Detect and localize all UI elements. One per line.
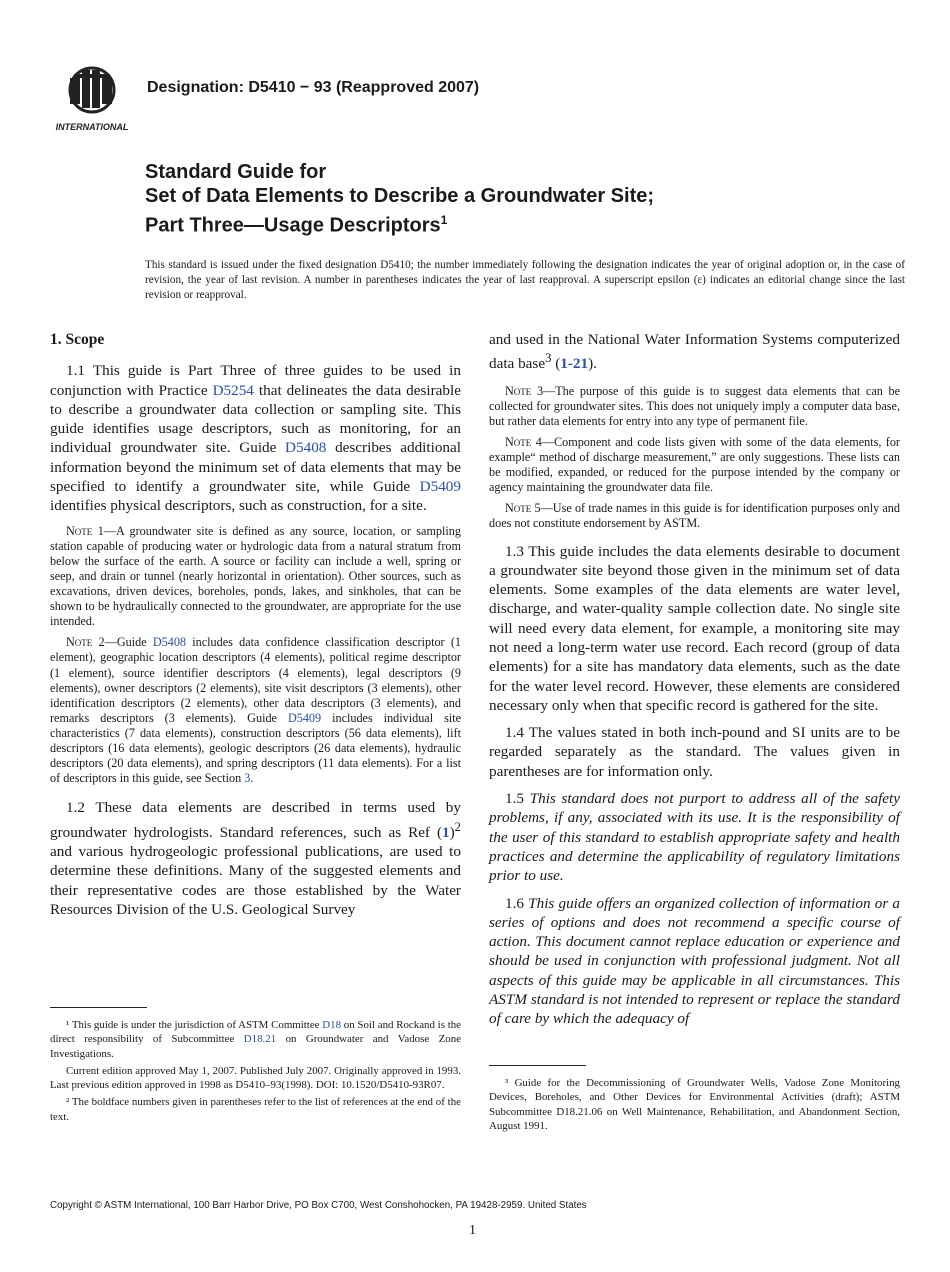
designation: Designation: D5410 − 93 (Reapproved 2007) [147,79,480,96]
note2-link-d5408[interactable]: D5408 [152,635,187,650]
left-column [50,330,461,927]
footnote-3: ³ Guide for the Decommissioning of Groundwater Wells, Vadose Zone Monitoring Devices, Boreholes, and Other Devices for Environmental Activities (draft); ASTM Subcommittee D18.21.06 on Well Maintenance, Rehabilitation, and Abandonment Section, August 1991. [489,1077,900,1132]
link-d18[interactable]: D18 [322,1019,342,1031]
paragraph-1-5: 1.5 This standard does not purport to address all of the safety problems, if any, associated with its use. It is the responsibility of the user of this standard to establish appropriate safety and health practices and determine the applicability of regulatory limitations prior to use. [489,790,901,885]
title-line-2: Set of Data Elements to Describe a Groundwater Site; [145,185,655,207]
paragraph-1-6: 1.6 This guide offers an organized collection of information or a series of options and does not recommend a specific course of action. This document cannot replace education or experience and should be used in conjunction with professional judgment. Not all aspects of this guide may be applicable in all circumstances. This ASTM standard is not intended to represent or replace the standard of care by which the adequacy of [489,894,901,1028]
link-d5408[interactable]: D5408 [285,439,327,457]
footnotes-right [489,1076,900,1136]
paragraph-1-1: 1.1 This guide is Part Three of three guides to be used in conjunction with Practice D5254 that delineates the data desirable to describe a groundwater data collection or sampling site. This guide identifies usage descriptors, such as monitoring, for an individual groundwater site. Guide D5408 describes additional information beyond the minimum set of data elements that may be specified to identify a groundwater site, while Guide D5409 identifies physical descriptors, such as construction, for a site. [50,362,461,515]
paragraph-1-2: 1.2 These data elements are described in terms used by groundwater hydrologists. Standard references, such as Ref $(1)^2$ and various hydrogeologic professional publications, are used to determine these definitions. Many of the suggested elements and their representative codes are those established by the Water Resources Division of the U.S. Geological Survey [50,799,461,918]
footnote-2-ref[interactable]: 2 [454,819,461,834]
right-column [489,330,900,1037]
issue-note: This standard is issued under the fixed designation D5410; the number immediately following the designation indicates the year of original adoption or, in the case of revision, the year of last revision. A number in parentheses indicates the year of last reapproval. A superscript epsilon (ε) indicates an editorial change since the last revision or reapproval. [145,259,905,301]
title-line-1: Standard Guide for [145,161,327,183]
title-line-3: Part Three—Usage Descriptors$^1$ [145,213,448,237]
section-title-scope: 1. Scope [50,331,105,348]
link-d5254[interactable]: D5254 [212,381,254,399]
paragraph-1-4: 1.4 The values stated in both inch-pound and SI units are to be regarded separately as the standard. The values given in parentheses are for information only. [489,724,900,780]
link-d5409[interactable]: D5409 [419,478,461,496]
astm-logo-mark [50,60,135,132]
note-4: Note 4—Component and code lists given with some of the data elements, for example“ method of discharge measurement,” are only suggestions. These lists can be modified, expanded, or reduced for the purpose intended by the company or agency maintaining the groundwater data file. [489,434,900,495]
paragraph-1-3: 1.3 This guide includes the data elements desirable to document a groundwater site beyond those given in the minimum set of data elements. Some examples of the data elements are water level, discharge, and water-quality sample collection date. No single site will need every data element, for example, a monitoring site may not need a long-term water use record. Each record (group of data elements) for a site has mandatory data elements, such as the date for the water level record. However, these elements are considered necessary only when that specific record is gathered for the site. [489,542,900,714]
refs-1-21-link[interactable]: 1-21 [560,355,589,373]
copyright-notice: Copyright © ASTM International, 100 Barr Harbor Drive, PO Box C700, West Conshohocken, PA 19428-2959. United States [50,1200,587,1211]
footnote-1-edition: Current edition approved May 1, 2007. Published July 2007. Originally approved in 1993. Last previous edition approved in 1998 as D5410–93(1998). DOI: 10.1520/D5410-93R07. [50,1064,461,1092]
note-1: Note 1—A groundwater site is defined as any source, location, or sampling station capable of producing water or hydrologic data from a natural stratum from below the surface of the earth. A source or facility can include a well, spring or seep, and drain or tunnel (nearly horizontal in orientation). Other sources, such as excavations, driven devices, boreholes, ponds, lakes, and sinkholes, that can be shown to be hydraulically connected to the groundwater, are appropriate for the use intended. [50,523,461,629]
footnote-3-ref[interactable]: 3 [545,351,552,366]
footnote-rule-right [489,1065,586,1066]
document-title [145,160,654,238]
note-2: Note 2—Guide D5408 includes data confidence classification descriptor (1 element), geographic location descriptors (4 elements), political regime descriptor (1 element), source identifier descriptors (4 elements), legal descriptors (9 elements), owner descriptors (2 elements), site visit descriptors (3 elements), other identification descriptors (2 elements), other data descriptors (3 elements), and remarks descriptors (3 elements). Guide D5409 includes individual site characteristics (7 data elements), construction descriptors (56 data elements), lift descriptors (16 data elements), geologic descriptors (26 data elements), hydraulic descriptors (20 data elements), and spring descriptors (11 data elements). For a list of descriptors in this guide, see Section 3. [50,635,461,786]
link-d18-21[interactable]: D18.21 [243,1033,277,1046]
title-footnote-ref[interactable]: 1 [440,213,448,227]
footnote-2: ² The boldface numbers given in parentheses refer to the list of references at the end of the text. [50,1096,461,1123]
footnote-1: ¹ This guide is under the jurisdiction of ASTM Committee D18 on Soil and Rockand is the direct responsibility of Subcommittee D18.21 on Groundwater and Vadose Zone Investigations. [50,1019,461,1060]
footnote-rule-left [50,1007,147,1008]
note-5: Note 5—Use of trade names in this guide is for identification purposes only and does not constitute endorsement by ASTM. [489,501,900,531]
paragraph-1-2-cont: and used in the National Water Information Systems computerized data base$^3$ (1-21). [489,331,900,373]
page-number: 1 [469,1223,476,1238]
note2-link-d5409[interactable]: D5409 [287,710,322,725]
footnotes-left [50,1018,461,1127]
ref-1-link[interactable]: 1 [442,823,450,841]
note-3: Note 3—The purpose of this guide is to suggest data elements that can be collected for groundwater sites. This does not uniquely imply a computer data base, but rather data elements for entry into any type of permanent file. [489,383,900,428]
logo-text: INTERNATIONAL [55,122,129,132]
note2-link-section-3[interactable]: 3 [244,771,251,786]
astm-logo [50,60,135,132]
